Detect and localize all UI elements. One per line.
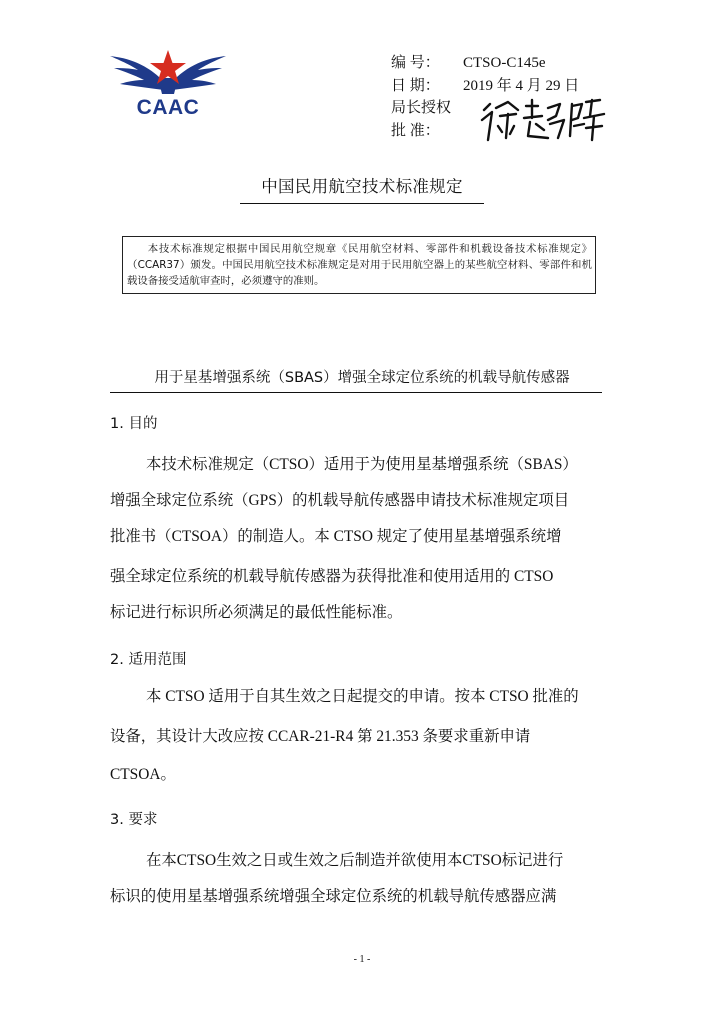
paragraph-line-text: 标记进行标识所必须满足的最低性能标准。	[110, 604, 403, 621]
paragraph-line-text: 强全球定位系统的机载导航传感器为获得批准和使用适用的 CTSO	[110, 568, 554, 585]
standard-title-divider	[110, 392, 602, 393]
paragraph-line-text: 增强全球定位系统（GPS）的机载导航传感器申请技术标准规定项目	[110, 492, 570, 509]
meta-number-label: 编 号：	[391, 55, 440, 71]
title-divider	[240, 203, 484, 204]
paragraph-line	[110, 488, 614, 510]
paragraph-line-text: 本技术标准规定（CTSO）适用于为使用星基增强系统（SBAS）	[146, 456, 578, 473]
paragraph-line	[110, 848, 614, 870]
paragraph-line-text: 本 CTSO 适用于自其生效之日起提交的申请。按本 CTSO 批准的	[146, 688, 579, 705]
meta-number-value: CTSO-C145e	[463, 55, 546, 71]
meta-approval-label: 批 准：	[391, 122, 440, 139]
handwritten-signature	[478, 96, 618, 144]
paragraph-line-text: 在本CTSO生效之日或生效之后制造并欲使用本CTSO标记进行	[146, 852, 564, 869]
paragraph-line	[110, 600, 614, 622]
section-heading-scope: 2. 适用范围	[110, 652, 187, 668]
standard-title: 用于星基增强系统（SBAS）增强全球定位系统的机载导航传感器	[154, 370, 570, 386]
paragraph-line	[110, 724, 614, 746]
logo-text: CAAC	[136, 96, 200, 119]
paragraph-line-text: 批准书（CTSOA）的制造人。本 CTSO 规定了使用星基增强系统增	[110, 528, 562, 545]
regulation-title: 中国民用航空技术标准规定	[261, 177, 463, 196]
notice-text: 本技术标准规定根据中国民用航空规章《民用航空材料、零部件和机载设备技术标准规定》（CCAR37）颁发。中国民用航空技术标准规定是对用于民用航空器上的某些航空材料、零部件和机载设备接受适航审查时，必须遵守的准则。	[127, 243, 592, 287]
meta-date-label: 日 期：	[391, 77, 440, 94]
caac-wings-icon	[108, 44, 228, 100]
paragraph-line	[110, 524, 614, 546]
paragraph-line-text: 设备，其设计大改应按 CCAR-21-R4 第 21.353 条要求重新申请	[110, 728, 531, 745]
meta-date-row	[391, 75, 579, 98]
paragraph-line	[110, 452, 614, 474]
paragraph-line	[110, 884, 614, 906]
paragraph-line-text: CTSOA。	[110, 766, 176, 783]
meta-number-row	[391, 52, 579, 75]
paragraph-line	[110, 684, 614, 706]
caac-logo	[108, 44, 228, 124]
notice-box	[122, 236, 596, 294]
paragraph-line	[110, 762, 614, 784]
section-heading-requirements: 3. 要求	[110, 812, 158, 828]
paragraph-line-text: 标识的使用星基增强系统增强全球定位系统的机载导航传感器应满	[110, 888, 557, 905]
section-heading-purpose: 1. 目的	[110, 416, 158, 432]
meta-authorization-label: 局长授权	[391, 100, 452, 116]
meta-date-value: 2019 年 4 月 29 日	[463, 77, 580, 94]
page-number: - 1 -	[353, 954, 371, 965]
paragraph-line	[110, 564, 614, 586]
